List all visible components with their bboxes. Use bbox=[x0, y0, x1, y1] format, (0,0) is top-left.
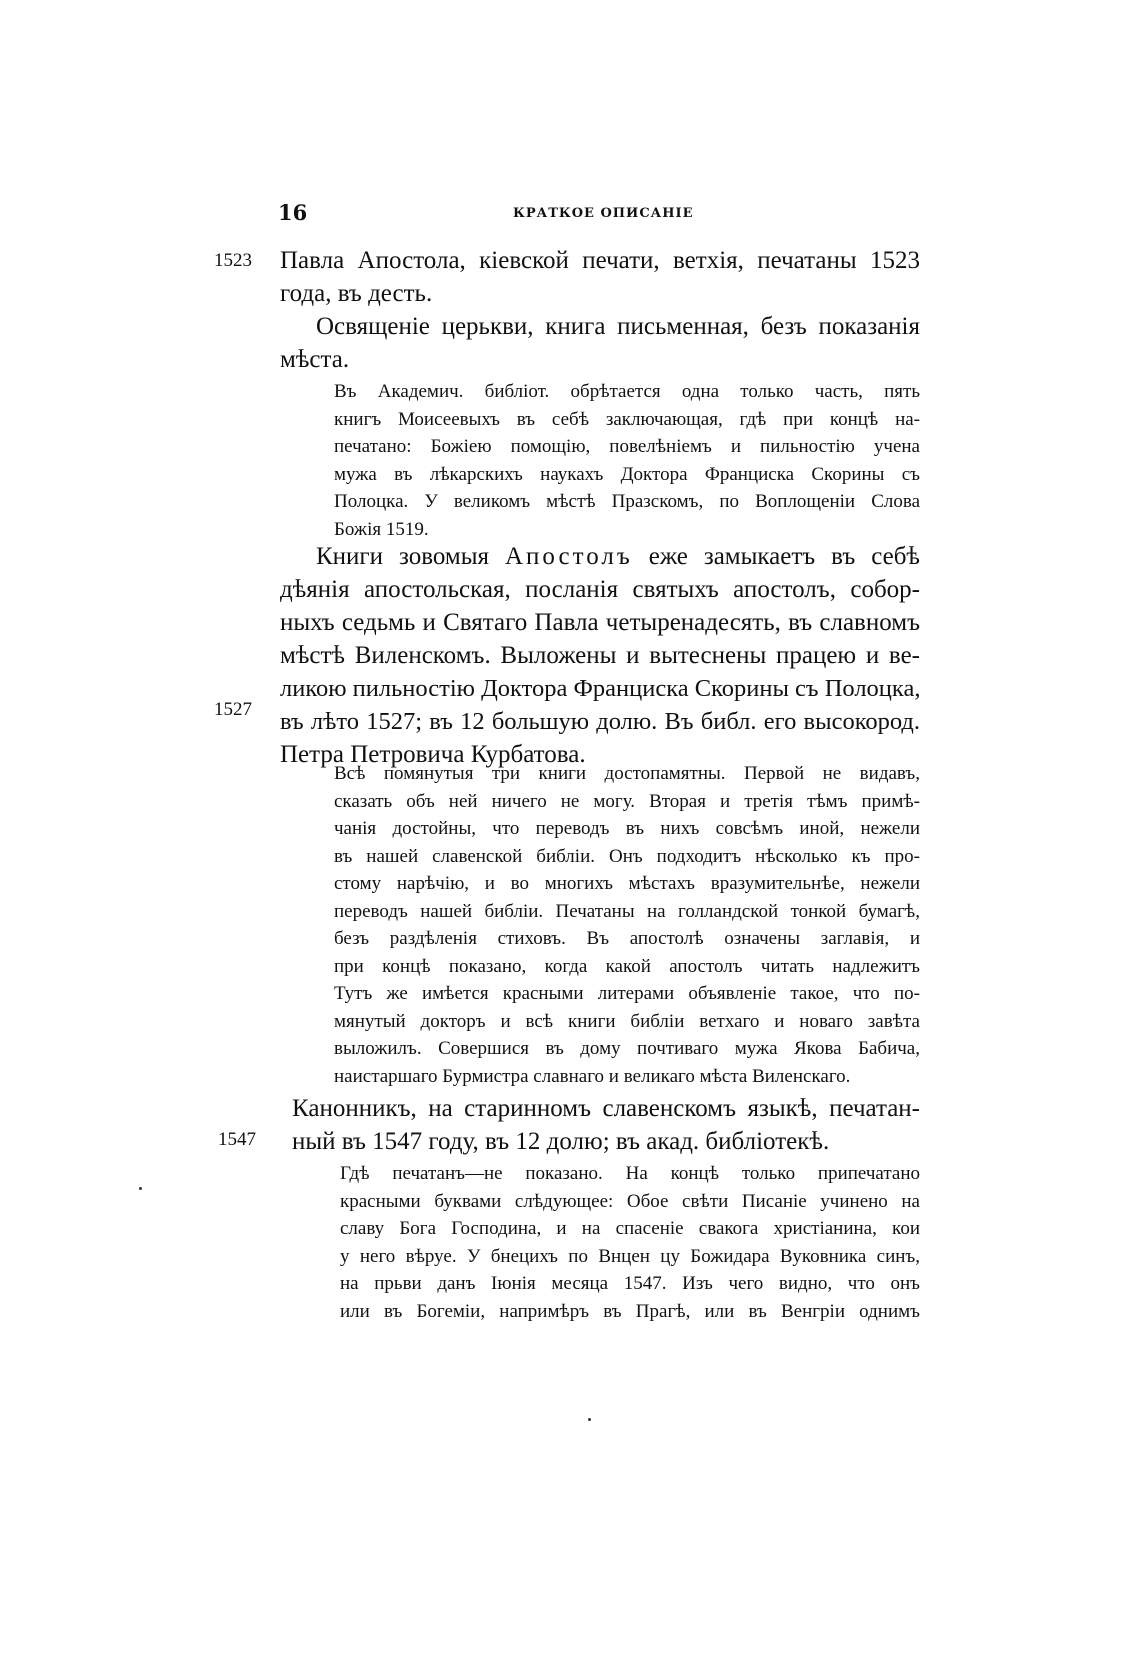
note-line: Тутъ же имѣется красными литерами объявленіе такое, что по- bbox=[334, 983, 920, 1004]
note-line: печатано: Божіею помощію, повелѣніемъ и пильностію учена bbox=[334, 436, 920, 457]
spaced-title: Апостолъ bbox=[504, 543, 633, 570]
note-line: красными буквами слѣдующее: Обое свѣти Писаніе учинено на bbox=[340, 1190, 920, 1212]
note-line: безъ раздѣленія стиховъ. Въ апостолѣ означены заглавія, и bbox=[334, 928, 920, 949]
text-line: Канонникъ, на старинномъ славенскомъ языкѣ, печатан- bbox=[292, 1095, 920, 1122]
note-line: выложилъ. Совершися въ дому почтиваго мужа Якова Бабича, bbox=[334, 1038, 920, 1059]
note-line: славу Бога Господина, и на спасеніе свакога христіанина, кои bbox=[340, 1218, 920, 1239]
text-line: ныхъ седьмь и Святаго Павла четыренадесять, въ славномъ bbox=[280, 609, 920, 636]
note-line: Всѣ помянутыя три книги достопамятны. Первой не видавъ, bbox=[334, 763, 920, 784]
note-line: при концѣ показано, когда какой апостолъ читать надлежитъ bbox=[334, 955, 920, 977]
scan-speck bbox=[139, 1187, 142, 1190]
note-line: переводъ нашей библіи. Печатаны на голландской тонкой бумагѣ, bbox=[334, 900, 920, 922]
note-akademich-bibliot bbox=[334, 378, 920, 543]
text-fragment: Книги зовомыя bbox=[316, 543, 505, 570]
margin-year-1547: 1547 bbox=[218, 1129, 256, 1150]
note-line: Божія 1519. bbox=[334, 518, 429, 540]
entry-kanonnik bbox=[292, 1092, 920, 1158]
text-line: Освященіе церькви, книга письменная, безъ показанія bbox=[316, 313, 920, 340]
note-gde-pechatan bbox=[340, 1160, 920, 1325]
note-line: на прьви данъ Іюнія месяца 1547. Изъ чего видно, что онъ bbox=[340, 1273, 920, 1294]
text-line bbox=[280, 540, 920, 573]
text-line: Петра Петровича Курбатова. bbox=[280, 741, 586, 768]
note-line: стому нарѣчію, и во многихъ мѣстахъ вразумительнѣе, нежели bbox=[334, 873, 920, 894]
page-number: 16 bbox=[278, 200, 308, 225]
running-title: КРАТКОЕ ОПИСАНІЕ bbox=[513, 206, 694, 221]
entry-pavla-apostola bbox=[280, 244, 920, 310]
note-line: Въ Академич. библіот. обрѣтается одна только часть, пять bbox=[334, 381, 920, 402]
note-line: въ нашей славенской библіи. Онъ подходитъ нѣсколько къ про- bbox=[334, 845, 920, 867]
text-line: ликою пильностію Доктора Франциска Скорины съ Полоцка, bbox=[280, 675, 921, 702]
note-line: Гдѣ печатанъ—не показано. На концѣ только припечатано bbox=[340, 1163, 920, 1184]
text-line: Павла Апостола, кіевской печати, ветхія, печатаны 1523 bbox=[280, 247, 920, 274]
text-line: года, въ десть. bbox=[280, 280, 433, 307]
note-line: мянутый докторъ и всѣ книги библіи ветхаго и новаго завѣта bbox=[334, 1010, 920, 1032]
margin-year-1523: 1523 bbox=[214, 250, 252, 271]
note-line: наистаршаго Бурмистра славнаго и великаго мѣста Виленскаго. bbox=[334, 1065, 851, 1087]
text-fragment: еже замыкаетъ въ себѣ bbox=[632, 543, 921, 570]
scan-speck bbox=[588, 1418, 591, 1421]
text-line: мѣстѣ Виленскомъ. Выложены и вытеснены працею и ве- bbox=[280, 642, 920, 669]
note-line: Полоцка. У великомъ мѣстѣ Празскомъ, по Воплощеніи Слова bbox=[334, 491, 920, 512]
note-line: чанія достойны, что переводъ въ нихъ совсѣмъ иной, нежели bbox=[334, 818, 920, 839]
margin-year-1527: 1527 bbox=[214, 699, 252, 720]
note-line: или въ Богеміи, напримѣръ въ Прагѣ, или въ Венгріи однимъ bbox=[340, 1300, 920, 1322]
note-line: книгъ Моисеевыхъ въ себѣ заключающая, гдѣ при концѣ на- bbox=[334, 408, 920, 430]
entry-osvyashchenie bbox=[280, 310, 920, 376]
text-line: мѣста. bbox=[280, 346, 350, 373]
note-pomyanutyya-knigi bbox=[334, 760, 920, 1090]
text-line: въ лѣто 1527; въ 12 большую долю. Въ библ. его высокород. bbox=[280, 708, 920, 735]
text-line: дѣянія апостольская, посланія святыхъ апостолъ, собор- bbox=[280, 576, 920, 603]
note-line: мужа въ лѣкарскихъ наукахъ Доктора Франциска Скорины съ bbox=[334, 463, 920, 485]
page-header bbox=[278, 200, 918, 230]
note-line: сказать объ ней ничего не могу. Вторая и третія тѣмъ примѣ- bbox=[334, 790, 920, 812]
note-line: у него вѣруе. У бнецихъ по Внцен цу Божидара Вуковника синъ, bbox=[340, 1245, 920, 1267]
entry-knigi-apostol bbox=[280, 540, 920, 771]
text-line: ный въ 1547 году, въ 12 долю; въ акад. библіотекѣ. bbox=[292, 1128, 830, 1155]
